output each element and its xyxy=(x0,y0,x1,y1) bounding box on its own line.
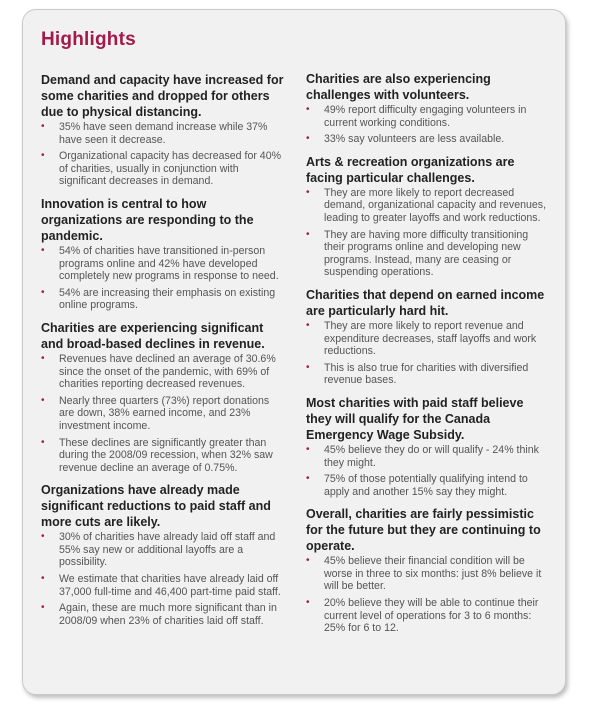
bullet-icon: • xyxy=(41,531,45,543)
bullet-icon: • xyxy=(306,133,310,145)
section-heading: Most charities with paid staff believe they will qualify for the Canada Emergency Wage Subsidy. xyxy=(306,395,524,442)
list-item: • 54% are increasing their emphasis on existing online programs. xyxy=(41,286,276,312)
list-item: • This is also true for charities with diversified revenue bases. xyxy=(306,361,529,387)
section-outlook xyxy=(306,506,550,635)
bullet-icon: • xyxy=(306,186,310,198)
section-volunteers xyxy=(306,71,550,146)
bullet-icon: • xyxy=(41,573,45,585)
section-earned-income xyxy=(306,287,550,387)
bullet-icon: • xyxy=(41,436,45,448)
list-item: • 75% of those potentially qualifying intend to apply and another 15% say they might. xyxy=(306,473,528,498)
list-item: • Again, these are much more significant than in 2008/09 when 23% of charities laid off staff. xyxy=(41,602,277,627)
list-item: • Revenues have declined an average of 30.6% since the onset of the pandemic, with 69% of charities reporting decreased revenues. xyxy=(41,352,276,391)
bullet-icon: • xyxy=(306,443,310,455)
left-column xyxy=(41,72,285,635)
bullet-icon: • xyxy=(41,352,45,364)
section-wage-subsidy xyxy=(306,395,550,498)
section-staff-reductions xyxy=(41,482,285,627)
list-item: • 20% believe they will be able to continue their current level of operations for 3 to 6 months: 25% for 6 to 12. xyxy=(306,597,539,635)
section-heading: Innovation is central to how organizations are responding to the pandemic. xyxy=(41,196,254,243)
section-demand-capacity xyxy=(41,72,285,188)
list-item: • We estimate that charities have already laid off 37,000 full-time and 46,400 part-time paid staff. xyxy=(41,573,281,598)
section-heading: Arts & recreation organizations are facing particular challenges. xyxy=(306,154,515,185)
bullet-icon: • xyxy=(306,473,310,485)
section-heading: Charities that depend on earned income are particularly hard hit. xyxy=(306,287,545,318)
bullet-icon: • xyxy=(306,104,310,115)
section-arts-recreation xyxy=(306,154,550,279)
section-heading: Organizations have already made significant reductions to paid staff and more cuts are likely. xyxy=(41,483,271,530)
list-item: • They are more likely to report decreased demand, organizational capacity and revenues, leading to greater layoffs and work reductions. xyxy=(306,186,547,224)
bullet-icon: • xyxy=(41,602,45,614)
section-heading: Overall, charities are fairly pessimistic for the future but they are continuing to operate. xyxy=(306,507,541,554)
bullet-icon: • xyxy=(306,228,310,240)
list-item: • They are more likely to report revenue and expenditure decreases, staff layoffs and work reductions. xyxy=(306,319,537,358)
list-item: • 33% say volunteers are less available. xyxy=(306,133,505,146)
list-item: • These declines are significantly greater than during the 2008/09 recession, when 32% saw revenue decline an average of 0.75%. xyxy=(41,436,273,474)
bullet-icon: • xyxy=(306,319,310,331)
bullet-icon: • xyxy=(41,244,45,256)
bullet-icon: • xyxy=(41,394,45,406)
section-heading: Demand and capacity have increased for some charities and dropped for others due to physical distancing. xyxy=(41,73,284,119)
section-heading: Charities are also experiencing challenges with volunteers. xyxy=(306,72,491,102)
list-item: • They are having more difficulty transitioning their programs online and developing new programs. Instead, many are ceasing or suspending operations. xyxy=(306,228,529,279)
section-heading: Charities are experiencing significant and broad-based declines in revenue. xyxy=(41,320,265,351)
bullet-icon: • xyxy=(306,361,310,373)
list-item: • 35% have seen demand increase while 37% have seen it decrease. xyxy=(41,121,268,146)
bullet-icon: • xyxy=(41,150,45,162)
bullet-icon: • xyxy=(306,555,310,567)
list-item: • Organizational capacity has decreased for 40% of charities, usually in conjunction with significant decreases in demand. xyxy=(41,150,282,188)
section-revenue-declines xyxy=(41,320,285,474)
bullet-icon: • xyxy=(41,121,45,132)
right-column xyxy=(306,71,550,643)
bullet-icon: • xyxy=(306,597,310,609)
list-item: • 49% report difficulty engaging volunteers in current working conditions. xyxy=(306,104,527,129)
list-item: • 30% of charities have already laid off staff and 55% say new or additional layoffs are a possibility. xyxy=(41,531,276,569)
bullet-icon: • xyxy=(41,286,45,298)
list-item: • 45% believe they do or will qualify - 24% think they might. xyxy=(306,443,539,469)
list-item: • 54% of charities have transitioned in-person programs online and 42% have developed completely new programs in response to need. xyxy=(41,244,279,283)
page-title: Highlights xyxy=(41,29,136,50)
section-innovation xyxy=(41,196,285,312)
list-item: • Nearly three quarters (73%) report donations are down, 38% earned income, and 23% investment income. xyxy=(41,394,270,432)
list-item: • 45% believe their financial condition will be worse in three to six months: just 8% believe it will be better. xyxy=(306,555,542,593)
